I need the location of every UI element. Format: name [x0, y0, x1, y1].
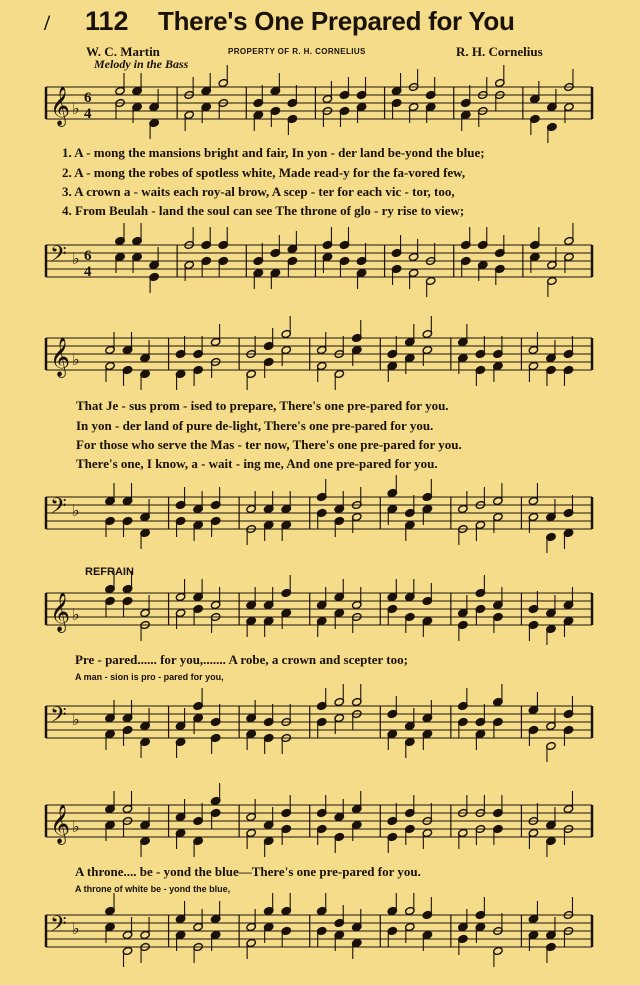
treble-clef-icon: 𝄞: [50, 337, 71, 377]
page-mark: /: [44, 10, 51, 35]
time-signature-bottom: 4: [84, 106, 92, 122]
property-notice: PROPERTY OF R. H. CORNELIUS: [228, 47, 366, 56]
verse-3-line-2: For those who serve the Mas - ter now, There's one pre-pared for you.: [76, 437, 462, 452]
staff: [46, 245, 592, 277]
verse-2-line-2: In yon - der land of pure de-light, There's one pre-pared for you.: [76, 418, 434, 433]
hymn-number: 112: [85, 6, 129, 36]
composer-credit: R. H. Cornelius: [456, 44, 543, 59]
verse-4-line-2: There's one, I know, a - wait - ing me, And one pre-pared for you.: [76, 456, 438, 471]
flat-icon: ♭: [72, 710, 80, 729]
flat-icon: ♭: [72, 605, 80, 624]
time-signature-top: 6: [84, 90, 92, 106]
refrain-line-1: Pre - pared...... for you,....... A robe, a crown and scepter too;: [75, 652, 408, 667]
hymn-title: There's One Prepared for You: [158, 6, 515, 36]
bass-clef-icon: 𝄢: [50, 703, 67, 733]
time-signature-top: 6: [84, 248, 92, 264]
staff: [46, 338, 592, 370]
bass-clef-icon: 𝄢: [50, 494, 67, 524]
refrain-line-2-alt: A throne of white be - yond the blue,: [75, 884, 231, 894]
flat-icon: ♭: [72, 350, 80, 369]
staff: [46, 87, 592, 119]
melody-note: Melody in the Bass: [94, 57, 189, 71]
bass-clef-icon: 𝄢: [50, 242, 67, 272]
flat-icon: ♭: [72, 919, 80, 938]
verse-1-line-1: 1. A - mong the mansions bright and fair, In yon - der land be-yond the blue;: [62, 145, 485, 160]
lyricist-credit: W. C. Martin: [86, 44, 160, 59]
verse-2-line-1: 2. A - mong the robes of spotless white, Made read-y for the fa-vored few,: [62, 165, 466, 180]
treble-clef-icon: 𝄞: [50, 86, 71, 126]
flat-icon: ♭: [72, 99, 80, 118]
verse-3-line-1: 3. A crown a - waits each roy-al brow, A scep - ter for each vic - tor, too,: [62, 184, 455, 199]
time-signature-bottom: 4: [84, 264, 92, 280]
verse-4-line-1: 4. From Beulah - land the soul can see The throne of glo - ry rise to view;: [62, 203, 465, 218]
refrain-label: REFRAIN: [85, 566, 134, 578]
flat-icon: ♭: [72, 249, 80, 268]
treble-clef-icon: 𝄞: [50, 804, 71, 844]
refrain-line-2: A throne.... be - yond the blue—There's one pre-pared for you.: [75, 864, 421, 879]
flat-icon: ♭: [72, 817, 80, 836]
treble-clef-icon: 𝄞: [50, 592, 71, 632]
refrain-line-1-alt: A man - sion is pro - pared for you,: [75, 672, 224, 682]
verse-1-line-2: That Je - sus prom - ised to prepare, There's one pre-pared for you.: [76, 398, 449, 413]
flat-icon: ♭: [72, 501, 80, 520]
bass-clef-icon: 𝄢: [50, 912, 67, 942]
